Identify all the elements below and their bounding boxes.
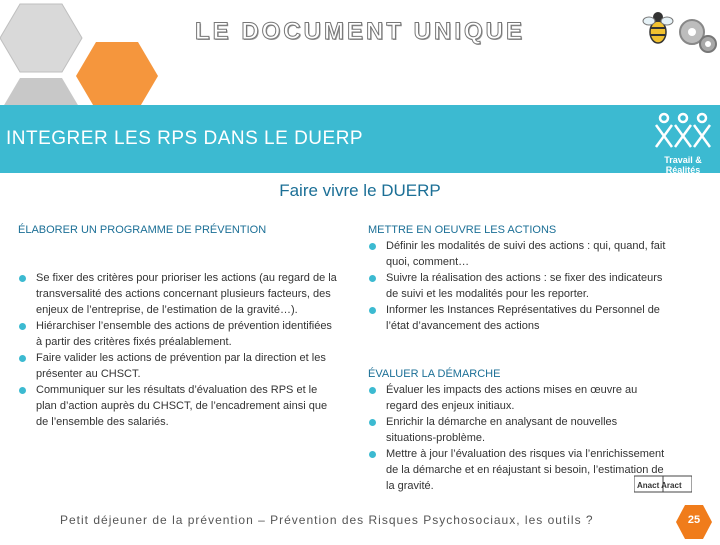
bullet-icon	[19, 355, 26, 362]
anact-aract-logo	[634, 474, 692, 496]
band-title: INTEGRER LES RPS DANS LE DUERP	[6, 128, 364, 149]
subtitle: Faire vivre le DUERP	[279, 181, 441, 200]
right-column	[368, 222, 668, 494]
bullet-icon	[369, 451, 376, 458]
list-item: Enrichir la démarche en analysant de nouvelles situations-problème.	[368, 414, 668, 446]
bullet-icon	[369, 275, 376, 282]
evaluation-list	[368, 382, 668, 494]
people-chain-icon	[650, 111, 716, 153]
bullet-icon	[369, 387, 376, 394]
orange-hexagon	[76, 42, 158, 110]
travail-realites-logo	[650, 111, 716, 175]
gray-hexagon-top	[0, 4, 82, 72]
list-item: Se fixer des critères pour prioriser les actions (au regard de la transversalité des actions concernant plusieurs facteurs, des enjeux de l’entreprise, de l’estimation de la gravité…).	[18, 270, 338, 318]
page-number-badge	[676, 504, 712, 540]
section-band	[0, 105, 720, 173]
list-item: Suivre la réalisation des actions : se fixer des indicateurs de suivi et les modalités pour les reporter.	[368, 270, 668, 302]
list-item: Évaluer les impacts des actions mises en œuvre au regard des enjeux initiaux.	[368, 382, 668, 414]
travail-realites-text: Travail & Réalités	[664, 155, 702, 175]
list-item: Faire valider les actions de prévention par la direction et les présenter au CHSCT.	[18, 350, 338, 382]
bullet-icon	[369, 419, 376, 426]
list-item: Hiérarchiser l’ensemble des actions de prévention identifiées à partir des critères fixés préalablement.	[18, 318, 338, 350]
bullet-icon	[369, 307, 376, 314]
list-item: Mettre à jour l’évaluation des risques via l’enrichissement de la démarche et en réajustant si besoin, l’estimation de la gravité.	[368, 446, 668, 494]
left-column	[18, 222, 338, 430]
bee-gears-icon	[640, 8, 718, 58]
actions-list	[368, 238, 668, 334]
bullet-icon	[19, 275, 26, 282]
list-item: Informer les Instances Représentatives du Personnel de l’état d’avancement des actions	[368, 302, 668, 334]
bullet-icon	[369, 243, 376, 250]
list-item: Définir les modalités de suivi des actions : qui, quand, fait quoi, comment…	[368, 238, 668, 270]
footer-text: Petit déjeuner de la prévention – Prévention des Risques Psychosociaux, les outils ?	[60, 513, 594, 527]
section-heading-programme: ÉLABORER UN PROGRAMME DE PRÉVENTION	[18, 224, 267, 236]
section-heading-evaluation: ÉVALUER LA DÉMARCHE	[368, 368, 501, 380]
anact-logo-text: Anact Aract	[637, 481, 682, 490]
list-item: Communiquer sur les résultats d’évaluation des RPS et le plan d’action auprès du CHSCT, de l’encadrement ainsi que de l’ensemble des salariés.	[18, 382, 338, 430]
page-number: 25	[687, 514, 701, 526]
bullet-icon	[19, 323, 26, 330]
anact-logo-icon	[634, 474, 692, 496]
programme-list	[18, 270, 338, 430]
bullet-icon	[19, 387, 26, 394]
section-heading-actions: METTRE EN OEUVRE LES ACTIONS	[368, 224, 557, 236]
page-title: LE DOCUMENT UNIQUE	[195, 18, 525, 45]
